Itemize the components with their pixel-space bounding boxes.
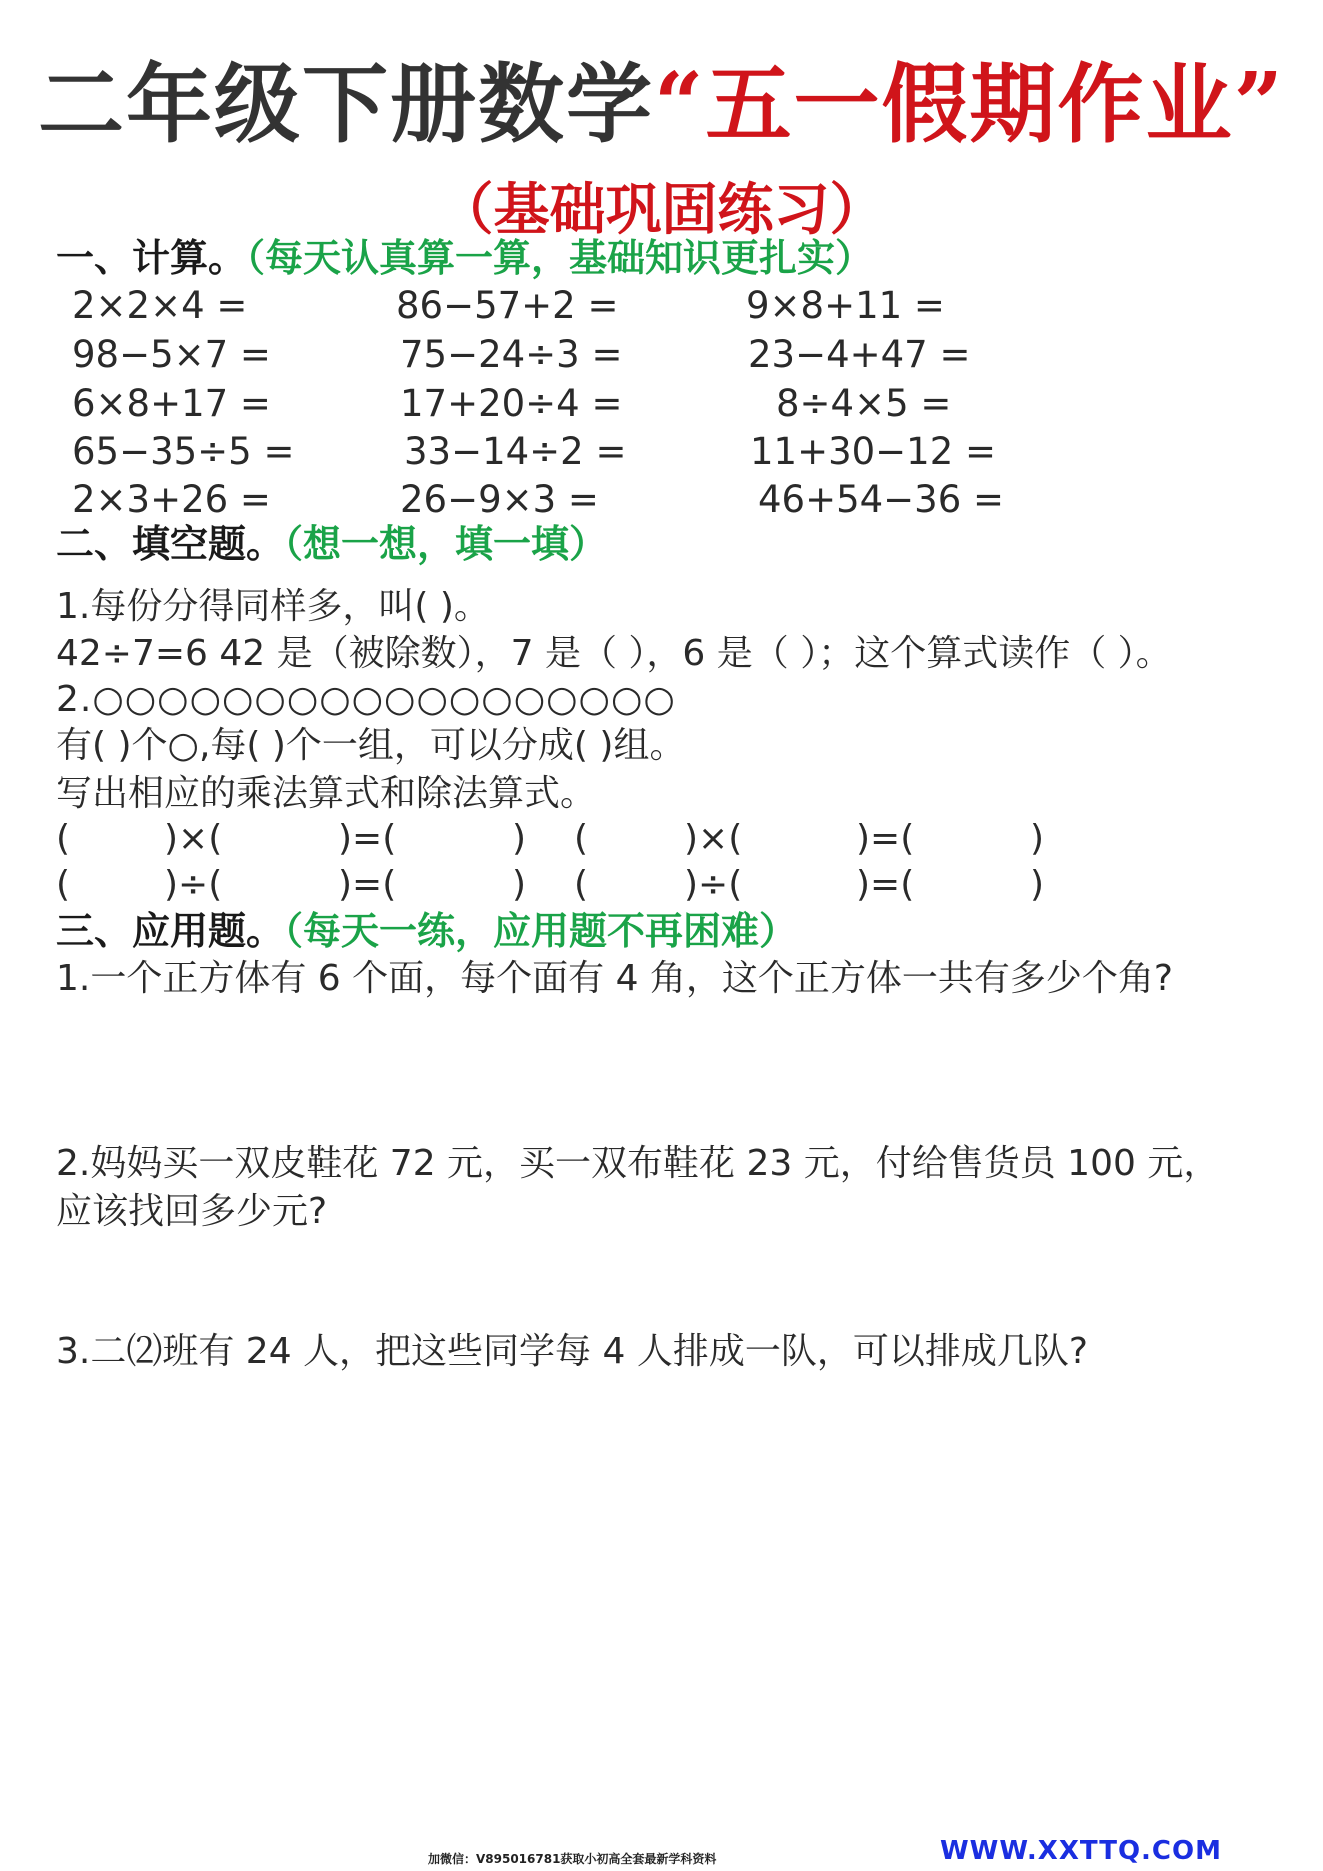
page-title bbox=[0, 50, 1323, 160]
section1-hint: （每天认真算一算，基础知识更扎实） bbox=[246, 236, 874, 280]
page-subtitle: （基础巩固练习） bbox=[437, 177, 886, 243]
formula-paren: ) bbox=[1030, 818, 1045, 859]
formula-equals: )=( bbox=[856, 864, 915, 905]
section3-hint: （每天一练，应用题不再困难） bbox=[284, 909, 798, 953]
footer-note: 加微信：V895016781获取小初高全套最新学科资料 bbox=[428, 1852, 717, 1866]
section1-title: 一、计算。 bbox=[56, 236, 247, 280]
word-problem-1: 1.一个正方体有 6 个面，每个面有 4 角，这个正方体一共有多少个角? bbox=[56, 958, 1174, 999]
formula-equals: )=( bbox=[856, 818, 915, 859]
equation: 65−35÷5 = bbox=[72, 430, 295, 473]
equation: 75−24÷3 = bbox=[400, 333, 623, 376]
title-main: 二年级下册数学 bbox=[38, 54, 655, 155]
equation: 23−4+47 = bbox=[748, 333, 971, 376]
formula-paren: ( bbox=[56, 864, 71, 905]
formula-paren: ) bbox=[512, 818, 527, 859]
formula-equals: )=( bbox=[338, 864, 397, 905]
equation: 2×3+26 = bbox=[72, 478, 271, 521]
equation: 2×2×4 = bbox=[72, 284, 248, 327]
equation: 11+30−12 = bbox=[750, 430, 997, 473]
section3-title: 三、应用题。 bbox=[56, 909, 285, 953]
footer-site-link[interactable]: WWW.XXTTQ.COM bbox=[940, 1836, 1222, 1866]
word-problem-2-cont: 应该找回多少元? bbox=[56, 1191, 328, 1232]
equation: 9×8+11 = bbox=[746, 284, 945, 327]
equation: 86−57+2 = bbox=[396, 284, 619, 327]
section2-title: 二、填空题。 bbox=[56, 522, 285, 566]
circle-row: 2.○○○○○○○○○○○○○○○○○○ bbox=[56, 679, 676, 720]
fill-question-1: 1.每份分得同样多，叫( )。 bbox=[56, 586, 490, 627]
section2-heading bbox=[56, 519, 607, 569]
formula-equals: )=( bbox=[338, 818, 397, 859]
section1-heading bbox=[56, 233, 873, 283]
formula-paren: ) bbox=[512, 864, 527, 905]
fill-question-1-detail: 42÷7=6 42 是（被除数），7 是（ ），6 是（ ）；这个算式读作（ ）。 bbox=[56, 633, 1172, 674]
word-problem-3: 3.二⑵班有 24 人，把这些同学每 4 人排成一队，可以排成几队? bbox=[56, 1331, 1088, 1372]
title-highlight: “五一假期作业” bbox=[654, 54, 1285, 155]
fill-question-2: 有( )个○,每( )个一组，可以分成( )组。 bbox=[56, 725, 686, 766]
equation: 8÷4×5 = bbox=[776, 382, 952, 425]
formula-paren: ( bbox=[56, 818, 71, 859]
section3-heading bbox=[56, 906, 797, 956]
equation: 33−14÷2 = bbox=[404, 430, 627, 473]
equation: 26−9×3 = bbox=[400, 478, 599, 521]
formula-operator: )÷( bbox=[164, 864, 223, 905]
formula-paren: ( bbox=[574, 818, 589, 859]
formula-operator: )×( bbox=[684, 818, 743, 859]
formula-paren: ( bbox=[574, 864, 589, 905]
formula-operator: )÷( bbox=[684, 864, 743, 905]
formula-paren: ) bbox=[1030, 864, 1045, 905]
section2-hint: （想一想，填一填） bbox=[284, 522, 608, 566]
equation: 46+54−36 = bbox=[758, 478, 1005, 521]
formula-operator: )×( bbox=[164, 818, 223, 859]
word-problem-2: 2.妈妈买一双皮鞋花 72 元，买一双布鞋花 23 元，付给售货员 100 元， bbox=[56, 1143, 1220, 1184]
instruction-text: 写出相应的乘法算式和除法算式。 bbox=[56, 773, 597, 814]
equation: 17+20÷4 = bbox=[400, 382, 623, 425]
equation: 98−5×7 = bbox=[72, 333, 271, 376]
equation: 6×8+17 = bbox=[72, 382, 271, 425]
